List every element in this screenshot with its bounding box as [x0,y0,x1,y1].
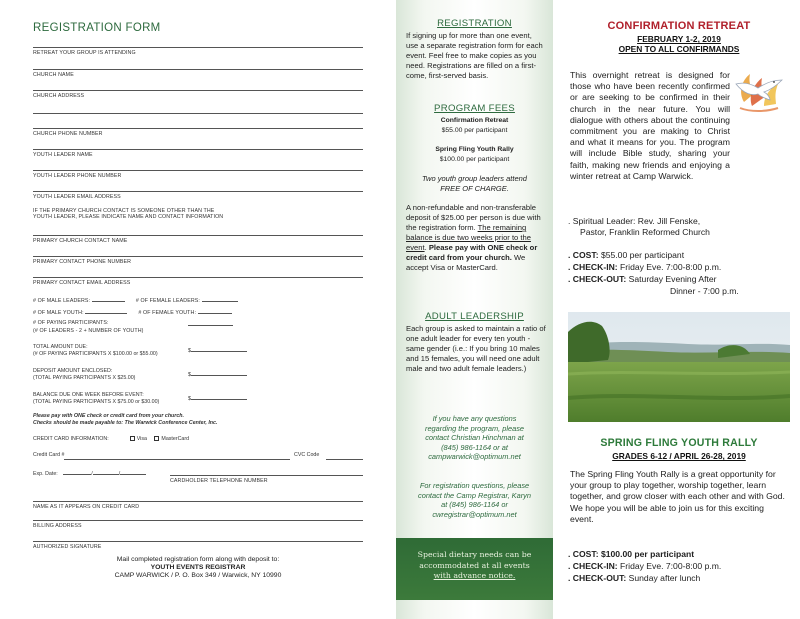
church-phone-label: CHURCH PHONE NUMBER [33,131,103,137]
info-panel [396,0,553,619]
female-leaders-field[interactable] [202,296,238,302]
male-youth-label: # OF MALE YOUTH: [33,310,84,316]
exp-month-field[interactable] [63,469,91,475]
mail-line-3: CAMP WARWICK / P. O. Box 349 / Warwick, NY 10990 [114,572,282,579]
retreat-open: OPEN TO ALL CONFIRMANDS [618,44,740,54]
retreat-line[interactable] [33,47,363,48]
total-due-formula: (# OF PAYING PARTICIPANTS X $100.00 or $55.00) [33,351,158,357]
exp-day-field[interactable] [93,469,119,475]
exp-row: Exp. Date: / / [33,469,146,478]
youth-leader-name-label: YOUTH LEADER NAME [33,152,93,158]
leadership-text: Each group is asked to maintain a ratio of one adult leader for every ten youth - same gender (i.e.: If you bring 10 males and 15 females, you will need one adult male and two adult female leaders.) [406,324,546,373]
retreat-leader-1: . Spiritual Leader: Rev. Jill Fenske, [568,216,701,226]
registration-form-panel [0,0,392,619]
primary-note-2: YOUTH LEADER, PLEASE INDICATE NAME AND CONTACT INFORMATION [33,214,224,220]
retreat-checkout-value: Saturday Evening After [626,274,717,284]
signature-label: AUTHORIZED SIGNATURE [33,544,102,550]
cardholder-phone-label: CARDHOLDER TELEPHONE NUMBER [170,478,268,484]
registration-text: If signing up for more than one event, use a separate registration form for each event. Feel free to make copies as you need. Registrations are filled on a first-come, first-served basis. [406,31,543,80]
pay-note-2: Checks should be made payable to: The Warwick Conference Center, Inc. [33,420,218,426]
mastercard-checkbox[interactable] [154,436,159,441]
leaders-row [33,296,238,304]
mail-line-2: YOUTH EVENTS REGISTRAR [150,564,246,571]
church-address-line[interactable] [33,90,363,91]
exp-label: Exp. Date: [33,471,58,477]
total-due-dollar: $ [188,348,191,354]
church-address-line-2[interactable] [33,113,363,114]
female-youth-label: # OF FEMALE YOUTH: [138,310,197,316]
deposit-text [406,203,546,273]
diet-line-2: accommodated at all events [419,560,530,570]
church-name-label: CHURCH NAME [33,72,74,78]
diet-line-3: with advance notice. [433,571,516,580]
youth-row [33,308,232,316]
deposit-text-4: Please pay with ONE check or credit card from your church. [406,243,538,262]
deposit-text-2: The remaining balance is due two weeks prior to the event [406,223,531,252]
contact-registration: For registration questions, please contact the Camp Registrar, Karyn at (845) 986-1164 or cwregistrar@optimum.net [418,481,531,519]
deposit-text-3: . [424,243,429,252]
rally-cost [568,549,798,560]
rally-checkout-label: . CHECK-OUT: [568,573,627,583]
rally-title: SPRING FLING YOUTH RALLY [600,437,758,449]
retreat-cost [568,250,798,261]
balance-dollar: $ [188,396,191,402]
retreat-description-text: This overnight retreat is designed for those who have been recently confirmed or are seeking to be confirmed in their church in the near future. You will dialogue with others about the continuing commitment you are making to Christ and what it means for you. The program will include Bible study, sharing your faith, making new friends and enjoying a winter retreat at Camp Warwick. [570,70,730,181]
rally-subtitle: GRADES 6-12 / APRIL 26-28, 2019 [612,451,746,461]
church-address-label: CHURCH ADDRESS [33,93,85,99]
fee1-name: Confirmation Retreat [440,117,509,124]
dove-flame-icon [730,62,788,120]
primary-contact-name-label: PRIMARY CHURCH CONTACT NAME [33,238,128,244]
primary-contact-name-line[interactable] [33,235,363,236]
landscape-photo [568,312,790,422]
pay-note-1: Please pay with ONE check or credit card from your church. [33,413,185,419]
visa-checkbox[interactable] [130,436,135,441]
retreat-checkout-2: Dinner - 7:00 p.m. [670,286,739,296]
billing-label: BILLING ADDRESS [33,523,82,529]
total-due-field[interactable] [191,346,247,352]
youth-leader-phone-label: YOUTH LEADER PHONE NUMBER [33,173,122,179]
cc-number-line[interactable] [64,459,290,460]
retreat-description [570,70,730,182]
retreat-cost-value: $55.00 per participant [598,250,685,260]
church-name-line[interactable] [33,69,363,70]
rally-checkin-value: Friday Eve. 7:00-8:00 p.m. [617,561,722,571]
church-phone-line[interactable] [33,128,363,129]
balance-field-wrap [188,394,247,403]
name-on-card-line[interactable] [33,501,363,502]
deposit-field-wrap [188,370,247,379]
fees-heading: PROGRAM FEES [434,103,515,114]
balance-field[interactable] [191,394,247,400]
retreat-label: RETREAT YOUR GROUP IS ATTENDING [33,50,136,56]
diet-line-1: Special dietary needs can be [417,550,532,559]
deposit-field[interactable] [191,370,247,376]
deposit-label: DEPOSIT AMOUNT ENCLOSED: [33,368,113,374]
contact-program: If you have any questions regarding the program, please contact Christian Hinchman at (845) 986-1164 or at campwarwick@optimum.net [424,414,524,461]
retreat-checkout [568,274,798,285]
events-panel [558,0,800,619]
male-leaders-field[interactable] [92,296,125,302]
total-due-label: TOTAL AMOUNT DUE: [33,344,88,350]
free-note-1: Two youth group leaders attend [422,174,527,183]
signature-line[interactable] [33,541,363,542]
fee1-price: $55.00 per participant [441,127,508,134]
youth-leader-email-label: YOUTH LEADER EMAIL ADDRESS [33,194,121,200]
balance-label: BALANCE DUE ONE WEEK BEFORE EVENT: [33,392,144,398]
primary-contact-email-line[interactable] [33,277,363,278]
billing-line[interactable] [33,520,363,521]
deposit-dollar: $ [188,372,191,378]
retreat-title: CONFIRMATION RETREAT [607,20,751,32]
balance-formula: (TOTAL PAYING PARTICIPANTS X $75.00 or $30.00) [33,399,160,405]
retreat-checkin-value: Friday Eve. 7:00-8:00 p.m. [617,262,722,272]
mastercard-label: MasterCard [161,436,190,442]
primary-contact-email-label: PRIMARY CONTACT EMAIL ADDRESS [33,280,131,286]
paying-field-wrap [188,320,233,328]
cc-info-row [33,436,189,443]
registration-heading: REGISTRATION [437,18,512,29]
female-youth-field[interactable] [198,308,232,314]
name-on-card-label: NAME AS IT APPEARS ON CREDIT CARD [33,504,140,510]
exp-year-field[interactable] [120,469,146,475]
primary-contact-phone-label: PRIMARY CONTACT PHONE NUMBER [33,259,132,265]
primary-contact-phone-line[interactable] [33,256,363,257]
fee2-price: $100.00 per participant [439,156,510,163]
youth-leader-email-line[interactable] [33,191,363,192]
cvc-label: CVC Code [294,452,320,458]
rally-description: The Spring Fling Youth Rally is a great opportunity for your group to play together, worship together, learn together, and grow closer with each other and with God. We hope you will be able to join us for this exciting event. [570,469,785,524]
dietary-box [396,538,553,600]
total-due-field-wrap [188,346,247,355]
cardholder-phone-line[interactable] [170,475,363,476]
paying-field[interactable] [188,320,233,326]
female-leaders-label: # OF FEMALE LEADERS: [135,298,200,304]
deposit-text-5: We accept Visa or MasterCard. [406,253,526,272]
mail-line-1: Mail completed registration form along with deposit to: [116,556,280,563]
paying-label: # OF PAYING PARTICIPANTS: [33,320,109,326]
deposit-formula: (TOTAL PAYING PARTICIPANTS X $25.00) [33,375,136,381]
deposit-text-1: A non-refundable and non-transferable deposit of $25.00 per person is due with the registration form. [406,203,541,232]
rally-checkout [568,573,798,584]
primary-note-1: IF THE PRIMARY CHURCH CONTACT IS SOMEONE OTHER THAN THE [33,208,215,214]
cc-info-label: CREDIT CARD INFORMATION: [33,436,109,442]
visa-label: Visa [136,436,147,442]
rally-checkin-label: . CHECK-IN: [568,561,618,571]
retreat-leader-2: Pastor, Franklin Reformed Church [580,227,710,237]
rally-cost-label: . COST: [568,549,599,559]
retreat-checkin [568,262,798,273]
youth-leader-phone-line[interactable] [33,170,363,171]
retreat-cost-label: . COST: [568,250,599,260]
rally-checkout-value: Sunday after lunch [626,573,701,583]
retreat-checkout-label: . CHECK-OUT: [568,274,627,284]
paying-formula: (# OF LEADERS - 2 + NUMBER OF YOUTH) [33,328,144,334]
free-note-2: FREE OF CHARGE. [440,184,509,193]
retreat-dates: FEBRUARY 1-2, 2019 [637,34,721,44]
rally-checkin [568,561,798,572]
youth-leader-name-line[interactable] [33,149,363,150]
rally-cost-value: $100.00 per participant [598,549,695,559]
male-leaders-label: # OF MALE LEADERS: [33,298,91,304]
leadership-heading: ADULT LEADERSHIP [425,311,524,322]
form-title: REGISTRATION FORM [33,22,161,34]
cc-number-label: Credit Card # [33,452,65,458]
cvc-line[interactable] [326,459,363,460]
retreat-checkin-label: . CHECK-IN: [568,262,618,272]
fee2-name: Spring Fling Youth Rally [435,146,514,153]
male-youth-field[interactable] [85,308,127,314]
